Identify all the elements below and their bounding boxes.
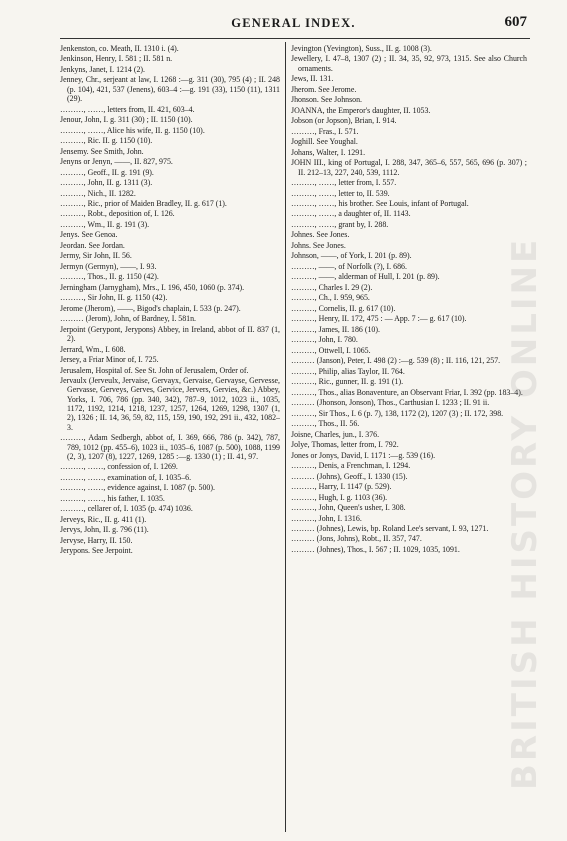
index-entry: ……… (Johns), Geoff., I. 1330 (15).: [291, 471, 408, 481]
index-entry: Jerome (Jherom), ——, Bigod's chaplain, I. 533 (p. 247).: [60, 303, 241, 313]
index-entry: ………, ——, of Norfolk (?), I. 686.: [291, 261, 407, 271]
index-entry: ………, Harry, I. 1147 (p. 529).: [291, 482, 392, 492]
index-entry: ………, ——, alderman of Hull, I. 201 (p. 89).: [291, 272, 440, 282]
index-entry: ………, John, I. 1316.: [291, 513, 362, 523]
index-entry: Jervyse, Harry, II. 150.: [60, 535, 133, 545]
index-entry: Jenys. See Genoa.: [60, 230, 118, 240]
index-entry: ………, Ric., gunner, II. g. 191 (1).: [291, 377, 404, 387]
index-entry: ……… (Johnes), Thos., I. 567 ; II. 1029, 1035, 1091.: [291, 544, 460, 554]
index-entry: Joisne, Charles, jun., I. 376.: [291, 429, 380, 439]
index-entry: Jenney, Chr., serjeant at law, I. 1268 :—g. 311 (30), 795 (4) ; II. 248 (p. 104), 421, 537 (Jenens), 603–4 :—g. 191 (33), 1150 (11), 1311 (29).: [60, 75, 280, 104]
index-entry: Jenkinson, Henry, I. 581 ; II. 581 n.: [60, 54, 173, 64]
index-entry: ………, Robt., deposition of, I. 126.: [60, 209, 175, 219]
index-entry: Jewellery, I. 47–8, 1307 (2) ; II. 34, 35, 92, 973, 1315. See also Church ornaments.: [291, 54, 527, 73]
index-entry: ……… (Johnes), Lewis, bp. Roland Lee's servant, I. 93, 1271.: [291, 524, 489, 533]
index-entry: ………, ……, evidence against, I. 1087 (p. 500).: [60, 483, 215, 493]
index-entry: ………, ……, his brother. See Louis, infant of Portugal.: [291, 198, 469, 208]
index-entry: ………, ……, grant by, I. 288.: [291, 219, 389, 229]
index-entry: ………, Geoff., II. g. 191 (9).: [60, 167, 154, 177]
index-entry: ………, ……, a daughter of, II. 1143.: [291, 209, 411, 219]
index-entry: ………, Thos., II. 56.: [291, 419, 360, 429]
index-entry: ………, Sir John, II. g. 1150 (42).: [60, 293, 168, 303]
index-entry: Jerrard, Wm., I. 608.: [60, 344, 126, 354]
index-entry: Joghill. See Youghal.: [291, 137, 358, 147]
index-entry: ………, Fras., I. 571.: [291, 126, 359, 136]
index-entry: ………, Cornelis, II. g. 617 (10).: [291, 303, 396, 313]
index-entry: Jeordan. See Jordan.: [60, 240, 125, 250]
index-column-left: [60, 44, 280, 557]
index-entry: ………, Denis, a Frenchman, I. 1294.: [291, 461, 411, 471]
index-entry: Jolye, Thomas, letter from, I. 792.: [291, 440, 399, 450]
index-entry: Jherom. See Jerome.: [291, 84, 357, 94]
index-entry: Jerypons. See Jerpoint.: [60, 546, 133, 556]
index-entry: Jones or Jonys, David, I. 1171 :—g. 539 (16).: [291, 450, 436, 460]
index-entry: ………, Henry, II. 172, 475 : — App. 7 :— g. 617 (10).: [291, 314, 467, 324]
index-entry: JOHN III., king of Portugal, I. 288, 347, 365–6, 557, 565, 696 (p. 307) ; II. 212–13, 227, 240, 539, 1112.: [291, 158, 527, 177]
index-entry: Jermy, Sir John, II. 56.: [60, 251, 132, 261]
index-entry: Jevington (Yevington), Suss., II. g. 1008 (3).: [291, 44, 432, 53]
index-entry: Johnes. See Jones.: [291, 230, 350, 240]
header-rule: [60, 38, 530, 39]
index-entry: Jervaulx (Jerveulx, Jervaise, Gervayx, Gervaise, Gervayse, Gervesse, Gervasse, Gerveys, Gerves, Gervice, Jervers, Gervies, &c.) Abbey, Yorks, I. 706, 786 (pp. 340, 342), 787–9, 1012, 1023 ii., 1035, 1172, 1192, 1214, 1218, 1237, 1257, 1264, 1269, 1298, 1307 (1, 2), 1326 ; II. 14, 36, 59, 82, 115, 159, 190, 192, 291 ii., 432, 1082–3.: [60, 376, 280, 432]
index-entry: Jews, II. 131.: [291, 74, 334, 84]
index-entry: ………, Ric., prior of Maiden Bradley, II. g. 617 (1).: [60, 198, 227, 208]
index-entry: ………, John, I. 780.: [291, 335, 358, 345]
index-entry: Jenyns or Jenyn, ——, II. 827, 975.: [60, 157, 173, 167]
index-entry: Jerningham (Jarnygham), Mrs., I. 196, 450, 1060 (p. 374).: [60, 282, 245, 292]
index-entry: Jensemy. See Smith, John.: [60, 146, 144, 156]
index-entry: Jhonson. See Johnson.: [291, 95, 363, 105]
index-entry: ……… (Janson), Peter, I. 498 (2) :—g. 539 (8) ; II. 116, 121, 257.: [291, 356, 501, 366]
index-entry: JOANNA, the Emperor's daughter, II. 1053.: [291, 105, 431, 115]
index-entry: ……… (Jerom), John, of Bardney, I. 581n.: [60, 314, 197, 324]
index-entry: ………, ……, examination of, I. 1035–6.: [60, 472, 192, 482]
index-entry: ………, James, II. 186 (10).: [291, 324, 380, 334]
index-entry: Jermyn (Germyn), ——, I. 93.: [60, 261, 157, 271]
index-entry: ………, John, II. g. 1311 (3).: [60, 178, 153, 188]
page-number: 607: [504, 14, 527, 30]
index-entry: ………, Philip, alias Taylor, II. 764.: [291, 366, 405, 376]
index-entry: ………, Wm., II. g. 191 (3).: [60, 219, 150, 229]
index-entry: ………, John, Queen's usher, I. 308.: [291, 503, 406, 513]
index-entry: ………, ……, letter from, I. 557.: [291, 178, 397, 188]
index-entry: Jenkyns, Janet, I. 1214 (2).: [60, 64, 146, 74]
index-entry: Jervys, John, II. g. 796 (11).: [60, 525, 149, 535]
index-entry: ………, Thos., II. g. 1150 (42).: [60, 272, 159, 282]
index-entry: ……… (Jhonson, Jonson), Thos., Carthusian I. 1233 ; II. 91 ii.: [291, 398, 490, 408]
page-title: GENERAL INDEX.: [231, 16, 356, 30]
index-entry: ………, ……, Alice his wife, II. g. 1150 (10).: [60, 125, 205, 135]
index-entry: ……… (Jons, Johns), Robt., II. 357, 747.: [291, 534, 422, 544]
index-entry: ………, Charles I. 29 (2).: [291, 282, 373, 292]
index-entry: Jerusalem, Hospital of. See St. John of Jerusalem, Order of.: [60, 365, 249, 375]
index-entry: ………, Ch., I. 959, 965.: [291, 293, 370, 303]
index-entry: Jerpoint (Gerypont, Jerypons) Abbey, in Ireland, abbot of II. 837 (1, 2).: [60, 324, 280, 344]
index-entry: Johans, Walter, I. 1291.: [291, 147, 366, 157]
index-entry: ………, Sir Thos., I. 6 (p. 7), 138, 1172 (2), 1207 (3) ; II. 172, 398.: [291, 408, 504, 418]
index-entry: ………, ……, letter to, II. 539.: [291, 188, 390, 198]
index-entry: ………, Adam Sedbergh, abbot of, I. 369, 666, 786 (p. 342), 787, 789, 1012 (pp. 455–6), 1023 ii., 1035–6, 1087 (p. 500), 1088, 1199 (2, 3), 1207 (8), 1227, 1269, 1285 :—g. 1330 (1) ; II. 41, 97.: [60, 433, 280, 461]
index-entry: Jerveys, Ric., II. g. 411 (1).: [60, 514, 147, 524]
index-entry: ………, Ric. II. g. 1150 (10).: [60, 136, 153, 146]
page-header: [60, 14, 527, 36]
index-entry: Jobson (or Jopson), Brian, I. 914.: [291, 116, 397, 126]
index-entry: Johns. See Jones.: [291, 240, 346, 250]
index-column-right: [291, 44, 527, 555]
index-entry: ………, Hugh, I. g. 1103 (36).: [291, 492, 388, 502]
index-entry: ………, cellarer of, I. 1035 (p. 474) 1036.: [60, 504, 193, 514]
watermark: BRITISH HISTORY ONLINE: [505, 236, 545, 790]
index-entry: Jersey, a Friar Minor of, I. 725.: [60, 355, 159, 365]
index-entry: ………, Ottwell, I. 1065.: [291, 345, 371, 355]
index-entry: ………, ……, letters from, II. 421, 603–4.: [60, 104, 195, 114]
column-divider: [285, 42, 286, 832]
index-entry: ………, ……, his father, I. 1035.: [60, 493, 165, 503]
index-entry: Johnson, ——, of York, I. 201 (p. 89).: [291, 251, 412, 261]
index-entry: ………, ……, confession of, I. 1269.: [60, 462, 178, 472]
index-entry: Jenkenston, co. Meath, II. 1310 i. (4).: [60, 44, 179, 53]
index-entry: ………, Nich., II. 1282.: [60, 188, 136, 198]
index-entry: Jenour, John, I. g. 311 (30) ; II. 1150 (10).: [60, 115, 193, 125]
index-entry: ………, Thos., alias Bonaventure, an Observant Friar, I. 392 (pp. 183–4).: [291, 387, 523, 397]
